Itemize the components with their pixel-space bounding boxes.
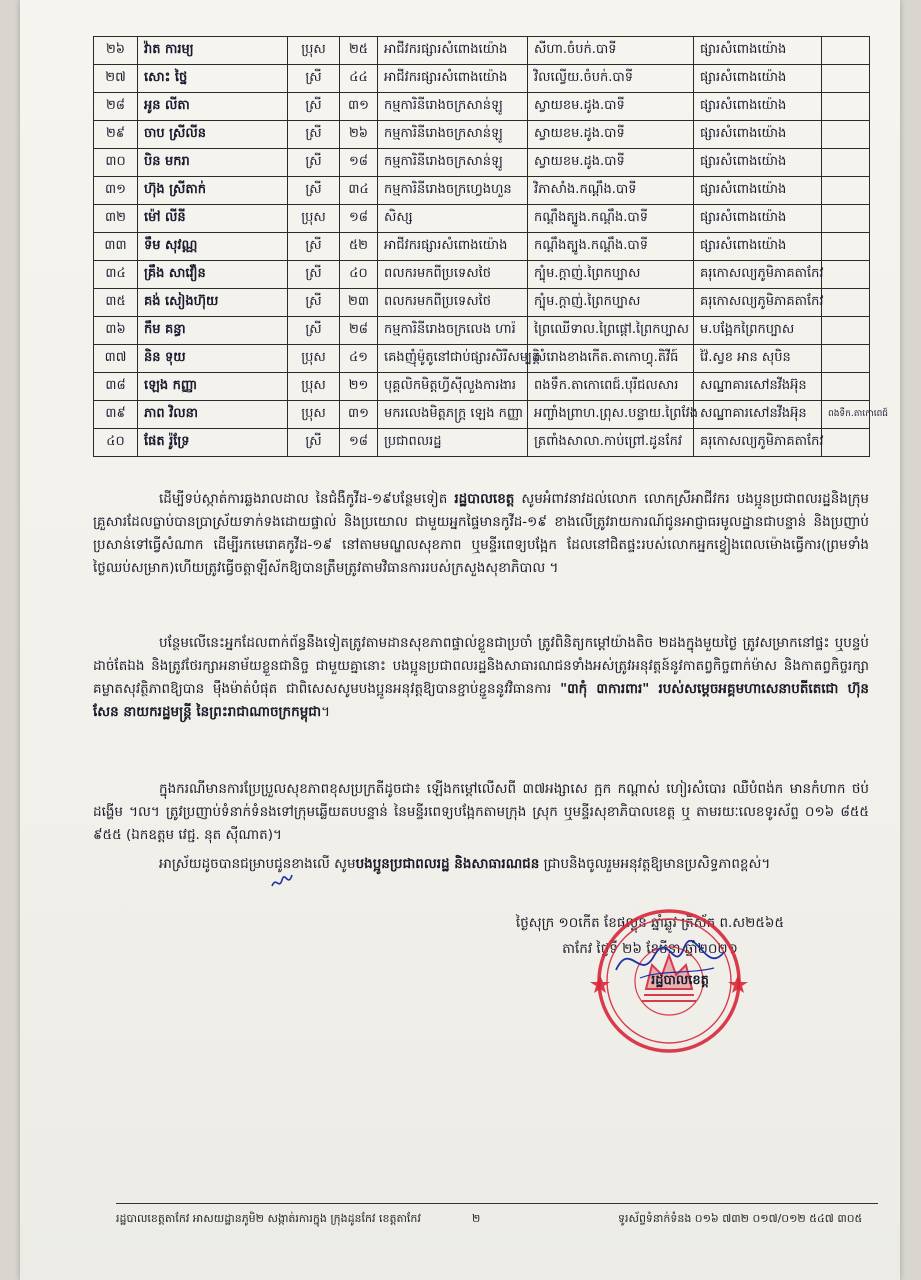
person-occupation: កម្មការិនីរោងចក្រហ្វេងហួន <box>378 177 528 205</box>
row-note <box>822 121 870 149</box>
row-number: ២៦ <box>94 37 138 65</box>
table-body <box>94 37 888 457</box>
paragraph-text: ជ្រាបនិងចូលរួមអនុវត្តឱ្យមានប្រសិទ្ធភាពខ្ពស់។ <box>539 856 771 872</box>
person-name: ទឹម សុវណ្ណ <box>138 233 288 261</box>
person-address: កណ្ដឹងត្បូង.កណ្ដឹង.បាទី <box>528 233 694 261</box>
person-name: ម៉ៅ លីនី <box>138 205 288 233</box>
exposure-location: ម.បង្អែកព្រៃកប្បាស <box>694 317 822 345</box>
person-address: ត្រពាំងសាលា.កាប់ព្រៅ.ដូនកែវ <box>528 429 694 457</box>
person-name: គង់ សៀងហ៊ុយ <box>138 289 288 317</box>
provincial-admin-bold: រដ្ឋបាលខេត្ត <box>454 491 515 507</box>
table-row <box>94 373 870 401</box>
person-sex: ប្រុស <box>288 401 340 429</box>
footer-phone: ទូរស័ព្ទទំនាក់ទំនង ០១៦ ៧៣២ ០១៧/០១២ ៥៤៧ ៣០៥ <box>618 1212 863 1225</box>
person-occupation: កម្មការិនីរោងចក្រលេង ហារ៉ <box>378 317 528 345</box>
row-note <box>822 429 870 457</box>
paragraph-closing <box>93 853 869 876</box>
person-address: កណ្ដឹងត្បូង.កណ្ដឹង.បាទី <box>528 205 694 233</box>
person-address: វិភាសាំង.កណ្ដឹង.បាទី <box>528 177 694 205</box>
person-address: ស្វាយខម.ដូង.បាទី <box>528 121 694 149</box>
person-age: ៣១ <box>340 93 378 121</box>
row-number: ៣២ <box>94 205 138 233</box>
row-note <box>822 317 870 345</box>
paragraph-symptoms <box>93 778 869 847</box>
person-sex: ស្រី <box>288 261 340 289</box>
table-row <box>94 317 870 345</box>
person-sex: ស្រី <box>288 149 340 177</box>
person-address: ព្រៃឈើទាល.ព្រៃផ្តៅ.ព្រៃកប្បាស <box>528 317 694 345</box>
exposure-location: វ៉ៃ.ស្វខ អាន សុបិន <box>694 345 822 373</box>
table-row <box>94 345 870 373</box>
row-number: ២៨ <box>94 93 138 121</box>
person-address: ស្វាយខម.ដូង.បាទី <box>528 149 694 177</box>
table-row <box>94 177 870 205</box>
row-number: ៤០ <box>94 429 138 457</box>
row-number: ៣៦ <box>94 317 138 345</box>
person-occupation: កម្មការិនីរោងចក្រសាន់ឡូ <box>378 93 528 121</box>
row-number: ៣១ <box>94 177 138 205</box>
person-age: ៣១ <box>340 401 378 429</box>
row-number: ៣៣ <box>94 233 138 261</box>
table-row <box>94 289 870 317</box>
row-number: ៣៧ <box>94 345 138 373</box>
row-note <box>822 65 870 93</box>
date-lunar: ថ្ងៃសុក្រ ១០កើត ខែផល្គុន ឆ្នាំឆ្លូវ ត្រីស័ក ព.ស២៥៦៥ <box>515 915 785 931</box>
paragraph-text: អាស្រ័យដូចបានជម្រាបជូនខាងលើ សូម <box>159 856 356 872</box>
row-note <box>822 289 870 317</box>
footer-divider <box>116 1203 878 1204</box>
person-name: និន ទុយ <box>138 345 288 373</box>
row-note <box>822 205 870 233</box>
exposure-location: ផ្សារសំពោងយ៉ោង <box>694 177 822 205</box>
person-occupation: កម្មការិនីរោងចក្រសាន់ឡូ <box>378 149 528 177</box>
person-occupation: ពលករមកពីប្រទេសថៃ <box>378 261 528 289</box>
table-row <box>94 37 870 65</box>
exposure-location: ផ្សារសំពោងយ៉ោង <box>694 205 822 233</box>
table-row <box>94 233 870 261</box>
table-row <box>94 149 870 177</box>
person-sex: ប្រុស <box>288 205 340 233</box>
person-address: ពងទឹក.តាកោពេជ៍.បុរីជលសារ <box>528 373 694 401</box>
row-note <box>822 177 870 205</box>
date-solar: តាកែវ ថ្ងៃទី ២៦ ខែមីនា ឆ្នាំ២០២១ <box>562 941 738 957</box>
row-note <box>822 93 870 121</box>
person-age: ២៥ <box>340 37 378 65</box>
row-number: ៣៥ <box>94 289 138 317</box>
three-dos-bold: "៣កុំ ៣ការពារ" របស់សម្ដេចអគ្គមហាសេនាបតីតេជោ ហ៊ុន សែន នាយករដ្ឋមន្ត្រី នៃព្រះរាជាណាចក្រកម្ពុជា <box>93 681 870 720</box>
person-occupation: កម្មការិនីរោងចក្រសាន់ឡូ <box>378 121 528 149</box>
person-occupation: ពលករមកពីប្រទេសថៃ <box>378 289 528 317</box>
row-note <box>822 149 870 177</box>
footer-address: រដ្ឋបាលខេត្តតាកែវ អាសយដ្ឋានភូមិ២ សង្កាត់រការក្នុង ក្រុងដូនកែវ ខេត្តតាកែវ <box>116 1212 421 1225</box>
person-sex: ស្រី <box>288 317 340 345</box>
table-row <box>94 429 870 457</box>
person-sex: ប្រុស <box>288 373 340 401</box>
person-sex: ប្រុស <box>288 37 340 65</box>
paragraph-appeal <box>93 488 869 580</box>
person-occupation: សិស្ស <box>378 205 528 233</box>
person-sex: ស្រី <box>288 121 340 149</box>
person-address: សំរោងខាងកើត.តាកោហ្វុ.តិវីធ៍ <box>528 345 694 373</box>
row-note <box>822 37 870 65</box>
paragraph-text: បន្ថែមលើនេះអ្នកដែលពាក់ព័ន្ធនឹងទៀតត្រូវតាមដានសុខភាពផ្ទាល់ខ្លួនជាប្រចាំ ត្រូវពិនិត្យកម្ដៅយ៉ាងតិច ២ដងក្នុងមួយថ្ងៃ ត្រូវសម្រាកនៅផ្ទះ ឬបន្ទប់ដាច់តែឯង និងត្រូវថែរក្សាអនាម័យខ្លួនជានិច្ច ជាមួយគ្នានោះ បងប្អូនប្រជាពលរដ្ឋនិងសាធារណជនទាំងអស់ត្រូវអនុវត្តន៍នូវកាតព្វកិច្ចពាក់ម៉ាស និងកាតព្វកិច្ចរក្សាគម្លាតសុវត្ថិភាពឱ្យបាន ម៉ឹងម៉ាត់បំផុត ជាពិសេសសូមបងប្អូនអនុវត្តឱ្យបានខ្ជាប់ខ្ជួននូវវិធានការ <box>93 635 869 697</box>
person-sex: ប្រុស <box>288 345 340 373</box>
person-name: សោះ ថ្នៃ <box>138 65 288 93</box>
person-occupation: គេងញុំម៉ូតូនៅជាប់ផ្សារសិរីសម្បត្តិ <box>378 345 528 373</box>
row-note <box>822 233 870 261</box>
person-address: វិលល្វើយ.ចំបក់.បាទី <box>528 65 694 93</box>
exposure-location: ផ្សារសំពោងយ៉ោង <box>694 65 822 93</box>
person-age: ៥២ <box>340 233 378 261</box>
person-age: ១៨ <box>340 205 378 233</box>
case-contact-table <box>93 36 888 457</box>
table-row <box>94 401 870 429</box>
person-address: ក្បុំម.ក្តាញ់.ព្រៃកប្បាស <box>528 261 694 289</box>
person-age: ២៨ <box>340 317 378 345</box>
person-occupation: បុគ្គលិកមិត្តហ្វីស៊ីលួងការងារ <box>378 373 528 401</box>
table-row <box>94 121 870 149</box>
person-sex: ស្រី <box>288 65 340 93</box>
person-name: កឹម គន្ធា <box>138 317 288 345</box>
paragraph-measures <box>93 632 869 724</box>
person-age: ១៨ <box>340 429 378 457</box>
person-sex: ស្រី <box>288 177 340 205</box>
row-number: ៣៨ <box>94 373 138 401</box>
row-number: ៣០ <box>94 149 138 177</box>
person-occupation: អាជីវករផ្សារសំពោងយ៉ោង <box>378 37 528 65</box>
person-sex: ស្រី <box>288 289 340 317</box>
table-row <box>94 205 870 233</box>
person-occupation: ប្រជាពលរដ្ឋ <box>378 429 528 457</box>
person-name: បិន មករា <box>138 149 288 177</box>
initials-mark <box>270 872 294 892</box>
person-sex: ស្រី <box>288 429 340 457</box>
table-row <box>94 261 870 289</box>
row-note <box>822 345 870 373</box>
person-age: ៤១ <box>340 345 378 373</box>
row-note <box>822 373 870 401</box>
person-age: ៣៤ <box>340 177 378 205</box>
person-name: គ្រឹង សាវឿន <box>138 261 288 289</box>
person-age: ៤០ <box>340 261 378 289</box>
paragraph-text: ។ <box>321 704 331 720</box>
person-age: ៤៤ <box>340 65 378 93</box>
person-age: ១៨ <box>340 149 378 177</box>
exposure-location: ផ្សារសំពោងយ៉ោង <box>694 93 822 121</box>
person-occupation: មករលេងមិត្តភក្ដ្រ ឡេង កញ្ញា <box>378 401 528 429</box>
exposure-location: ផ្សារសំពោងយ៉ោង <box>694 37 822 65</box>
exposure-location: គរុកោសល្យភូមិភាគតាកែវ <box>694 429 822 457</box>
person-name: ចាប ស្រីលីន <box>138 121 288 149</box>
row-note: ពងទឹក.តាកោពេជ៍ <box>822 401 870 429</box>
exposure-location: ផ្សារសំពោងយ៉ោង <box>694 149 822 177</box>
person-age: ២១ <box>340 373 378 401</box>
table-row <box>94 93 870 121</box>
paragraph-text: សូមអំពាវនាវដល់លោក លោកស្រីអាជីវករ បងប្អូនប្រជាពលរដ្ឋនិងក្រុមគ្រួសារដែលធ្លាប់បានប្រាស្រ័យទាក់ទងដោយផ្ទាល់ និងប្រយោល ជាមួយអ្នកផ្ទៃមានកូវីដ-១៩ ខាងលើត្រូវរាយការណ៍ជូនអាជ្ញាធរមូលដ្ឋានជាបន្ទាន់ និងប្រញាប់ប្រសាន់ទៅធ្វើសំណាក ដើម្បីរកមេរោគកូវីដ-១៩ នៅតាមមណ្ឌលសុខភាព ឬមន្ទីរពេទ្យបង្អែក ដែលនៅជិតផ្ទះរបស់លោកអ្នកខ្វៀងពេលម៉ោងធ្វើការ(ព្រមទាំងថ្ងៃឈប់សម្រាក)ហើយត្រូវធ្វើចត្តាឡីស័កឱ្យបានត្រឹមត្រូវតាមវិធានការរបស់ក្រសួងសុខាភិបាល ។ <box>93 491 869 576</box>
row-note <box>822 261 870 289</box>
row-number: ៣៩ <box>94 401 138 429</box>
person-occupation: អាជីវករផ្សារសំពោងយ៉ោង <box>378 233 528 261</box>
page-number: ២ <box>472 1212 481 1225</box>
person-age: ២៦ <box>340 121 378 149</box>
paragraph-text: ក្នុងករណីមានការប្រែប្រួលសុខភាពខុសប្រក្រតីដូចជា៖ ឡើងកម្ដៅលើសពី ៣៧អង្សាសេ ក្អក កណ្ដាស់ ហៀរសំបោរ ឈឺបំពង់ក មានកំហាក ថប់ដង្ហើម ។ល។ ត្រូវប្រញាប់ទំនាក់ទំនងទៅក្រុមឆ្លើយតបបន្ទាន់ នៃមន្ទីរពេទ្យបង្អែកតាមក្រុង ស្រុក ឬមន្ទីរសុខាភិបាលខេត្ត ឬ តាមរយៈលេខទូរស័ព្ទ ០១៦ ៨៥៥ ៩៥៥ (ឯកឧត្តម វេជ្ជ. នុត ស៊ីណាត)។ <box>93 781 869 843</box>
person-address: សីហា.ចំបក់.បាទី <box>528 37 694 65</box>
person-age: ២៣ <box>340 289 378 317</box>
person-name: ហ៊ុង ស្រីតាក់ <box>138 177 288 205</box>
person-name: អូន លីតា <box>138 93 288 121</box>
person-name: ភាព វិលនា <box>138 401 288 429</box>
row-number: ២៧ <box>94 65 138 93</box>
exposure-location: ផ្សារសំពោងយ៉ោង <box>694 233 822 261</box>
exposure-location: សណ្ឋាគារសៅនវីងអ៊ុន <box>694 373 822 401</box>
row-number: ៣៤ <box>94 261 138 289</box>
person-sex: ស្រី <box>288 93 340 121</box>
person-occupation: អាជីវករផ្សារសំពោងយ៉ោង <box>378 65 528 93</box>
document-page <box>20 0 900 1280</box>
person-name: ឡេង កញ្ញា <box>138 373 288 401</box>
exposure-location: គរុកោសល្យភូមិភាគតាកែវ <box>694 289 822 317</box>
person-sex: ស្រី <box>288 233 340 261</box>
citizens-bold: បងប្អូនប្រជាពលរដ្ឋ និងសាធារណជន <box>355 856 540 872</box>
person-name: ផែត រ៉ូទ្រែ <box>138 429 288 457</box>
person-address: ក្បុំម.ក្តាញ់.ព្រៃកប្បាស <box>528 289 694 317</box>
person-name: វ៉ាត ការម្យ <box>138 37 288 65</box>
table-row <box>94 65 870 93</box>
person-address: ស្វាយខម.ដូង.បាទី <box>528 93 694 121</box>
row-number: ២៩ <box>94 121 138 149</box>
person-address: អញ្ចាំងព្រាហ.ព្រុស.បន្ទាយ.ព្រៃវែង <box>528 401 694 429</box>
exposure-location: សណ្ឋាគារសៅនវីងអ៊ុន <box>694 401 822 429</box>
paragraph-text: ដើម្បីទប់ស្កាត់ការឆ្លងរាលដាល នៃជំងឺកូវីដ-១៩បន្ថែមទៀត <box>159 491 455 507</box>
signer-title: រដ្ឋបាលខេត្ត <box>651 973 709 988</box>
exposure-location: គរុកោសល្យភូមិភាគតាកែវ <box>694 261 822 289</box>
exposure-location: ផ្សារសំពោងយ៉ោង <box>694 121 822 149</box>
